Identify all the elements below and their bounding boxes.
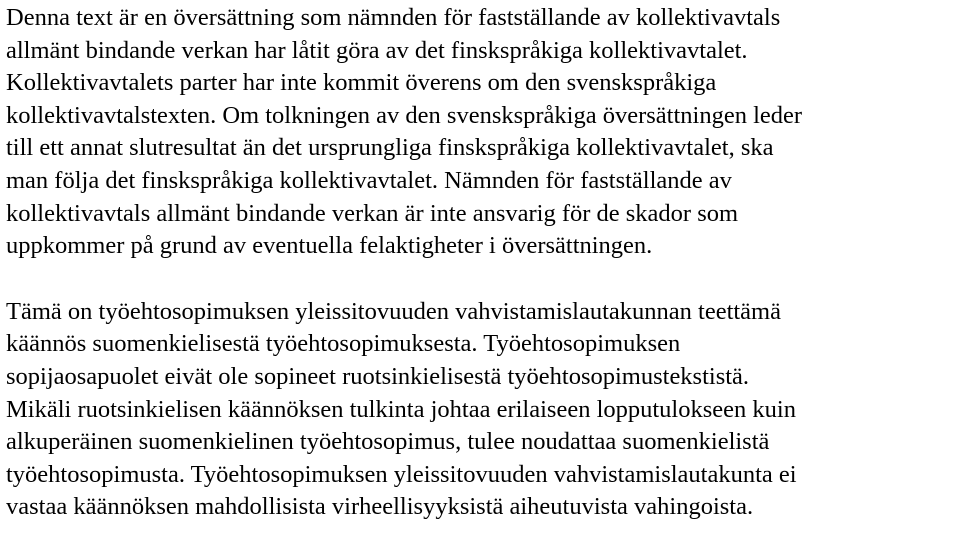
text-line: allmänt bindande verkan har låtit göra av det finskspråkiga kollektivavtalet. <box>6 36 748 64</box>
text-line: käännös suomenkielisestä työehtosopimuksesta. Työehtosopimuksen <box>6 330 681 358</box>
text-line: uppkommer på grund av eventuella felaktigheter i översättningen. <box>6 232 653 260</box>
text-line: Kollektivavtalets parter har inte kommit överens om den svenskspråkiga <box>6 69 717 97</box>
text-line: kollektivavtals allmänt bindande verkan är inte ansvarig för de skador som <box>6 199 739 227</box>
text-line: sopijaosapuolet eivät ole sopineet ruotsinkielisestä työehtosopimustekstistä. <box>6 362 750 390</box>
text-line: kollektivavtalstexten. Om tolkningen av den svenskspråkiga översättningen leder <box>6 101 803 129</box>
text-line: till ett annat slutresultat än det ursprungliga finskspråkiga kollektivavtalet, ska <box>6 134 774 162</box>
text-line: man följa det finskspråkiga kollektivavtalet. Nämnden för fastställande av <box>6 166 732 194</box>
text-line: alkuperäinen suomenkielinen työehtosopimus, tulee noudattaa suomenkielistä <box>6 428 770 456</box>
text-line: työehtosopimusta. Työehtosopimuksen yleissitovuuden vahvistamislautakunta ei <box>6 460 797 488</box>
finnish-paragraph <box>6 296 960 524</box>
text-line: Mikäli ruotsinkielisen käännöksen tulkinta johtaa erilaiseen lopputulokseen kuin <box>6 395 796 423</box>
paragraph-spacer <box>6 263 960 296</box>
text-line: Denna text är en översättning som nämnden för fastställande av kollektivavtals <box>6 4 781 31</box>
text-line: Tämä on työehtosopimuksen yleissitovuuden vahvistamislautakunnan teettämä <box>6 297 781 325</box>
swedish-paragraph <box>6 2 960 263</box>
text-line: vastaa käännöksen mahdollisista virheellisyyksistä aiheutuvista vahingoista. <box>6 493 754 521</box>
